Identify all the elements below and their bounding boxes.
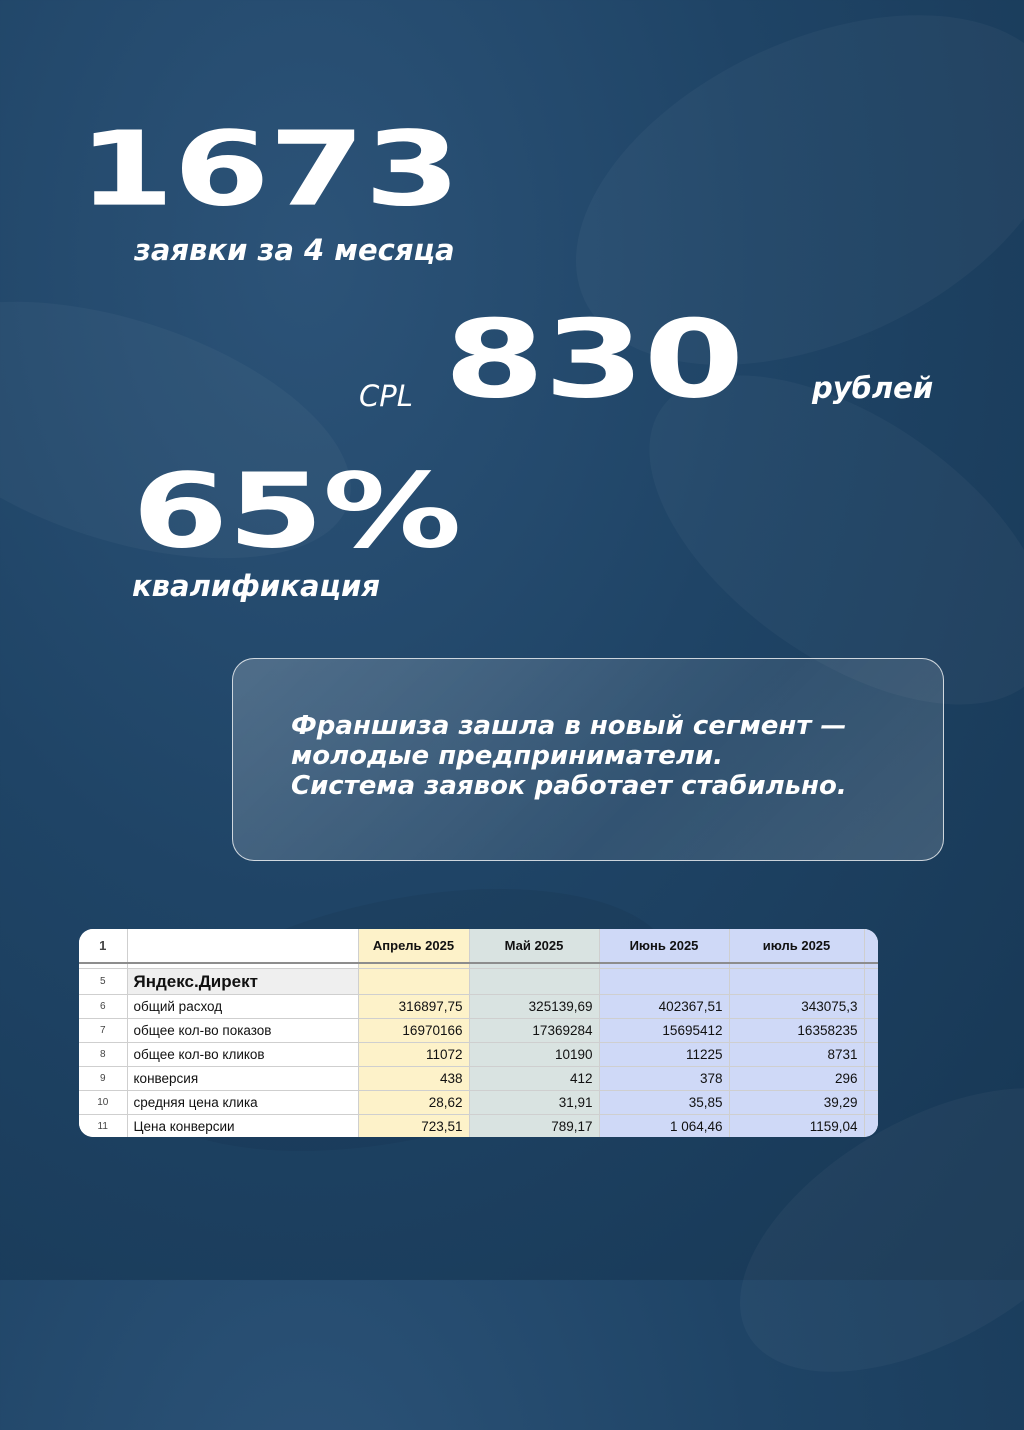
section-title: Яндекс.Директ bbox=[127, 969, 358, 995]
cell-value: 316897,75 bbox=[358, 995, 469, 1019]
column-header-june: Июнь 2025 bbox=[599, 929, 729, 963]
cell-value: 343075,3 bbox=[729, 995, 864, 1019]
cpl-unit: рублей bbox=[812, 371, 934, 405]
cell-value: 8731 bbox=[729, 1043, 864, 1067]
row-number: 9 bbox=[79, 1067, 127, 1091]
cell-value: 10190 bbox=[469, 1043, 599, 1067]
summary-text bbox=[291, 711, 847, 801]
summary-line: молодые предприниматели. bbox=[291, 741, 724, 771]
cell-value: 438 bbox=[358, 1067, 469, 1091]
column-header-april: Апрель 2025 bbox=[358, 929, 469, 963]
column-header-july: июль 2025 bbox=[729, 929, 864, 963]
header-cell-empty bbox=[127, 929, 358, 963]
row-number: 8 bbox=[79, 1043, 127, 1067]
row-number: 10 bbox=[79, 1091, 127, 1115]
cell-value: 16358235 bbox=[729, 1019, 864, 1043]
row-label: общее кол-во показов bbox=[127, 1019, 358, 1043]
table-row bbox=[79, 1115, 878, 1138]
stats-table bbox=[79, 929, 878, 1137]
table-row bbox=[79, 1019, 878, 1043]
table-row bbox=[79, 1043, 878, 1067]
row-number: 11 bbox=[79, 1115, 127, 1138]
section-row bbox=[79, 969, 878, 995]
cell-value: 11072 bbox=[358, 1043, 469, 1067]
row-number: 5 bbox=[79, 969, 127, 995]
row-label: общее кол-во кликов bbox=[127, 1043, 358, 1067]
cell-value: 402367,51 bbox=[599, 995, 729, 1019]
row-label: конверсия bbox=[127, 1067, 358, 1091]
table-row bbox=[79, 995, 878, 1019]
table-row bbox=[79, 1067, 878, 1091]
row-number: 1 bbox=[79, 929, 127, 963]
cell-value: 39,29 bbox=[729, 1091, 864, 1115]
cell-value: 1 064,46 bbox=[599, 1115, 729, 1138]
table-row bbox=[79, 1091, 878, 1115]
cell-value: 17369284 bbox=[469, 1019, 599, 1043]
leads-count: 1673 bbox=[78, 109, 460, 230]
cell-value: 412 bbox=[469, 1067, 599, 1091]
cell-value: 296 bbox=[729, 1067, 864, 1091]
cpl-value: 830 bbox=[444, 296, 744, 423]
cell-value: 1159,04 bbox=[729, 1115, 864, 1138]
cell-value: 15695412 bbox=[599, 1019, 729, 1043]
summary-line: Система заявок работает стабильно. bbox=[291, 771, 847, 801]
cpl-label: CPL bbox=[359, 379, 413, 413]
cell-value: 16970166 bbox=[358, 1019, 469, 1043]
cell-value: 35,85 bbox=[599, 1091, 729, 1115]
row-label: общий расход bbox=[127, 995, 358, 1019]
cell-value: 325139,69 bbox=[469, 995, 599, 1019]
cell-value: 723,51 bbox=[358, 1115, 469, 1138]
summary-card bbox=[232, 658, 944, 861]
cell-value: 11225 bbox=[599, 1043, 729, 1067]
cell-value: 378 bbox=[599, 1067, 729, 1091]
summary-line: Франшиза зашла в новый сегмент — bbox=[291, 711, 847, 741]
leads-caption: заявки за 4 месяца bbox=[134, 233, 455, 267]
row-number: 6 bbox=[79, 995, 127, 1019]
cell-value: 28,62 bbox=[358, 1091, 469, 1115]
qualification-caption: квалификация bbox=[132, 569, 380, 603]
row-label: средняя цена клика bbox=[127, 1091, 358, 1115]
row-label: Цена конверсии bbox=[127, 1115, 358, 1138]
header-row bbox=[79, 929, 878, 963]
row-number: 7 bbox=[79, 1019, 127, 1043]
stats-spreadsheet bbox=[79, 929, 878, 1137]
column-edge bbox=[864, 929, 878, 963]
column-header-may: Май 2025 bbox=[469, 929, 599, 963]
cell-value: 31,91 bbox=[469, 1091, 599, 1115]
cell-value: 789,17 bbox=[469, 1115, 599, 1138]
qualification-value: 65% bbox=[132, 451, 461, 572]
